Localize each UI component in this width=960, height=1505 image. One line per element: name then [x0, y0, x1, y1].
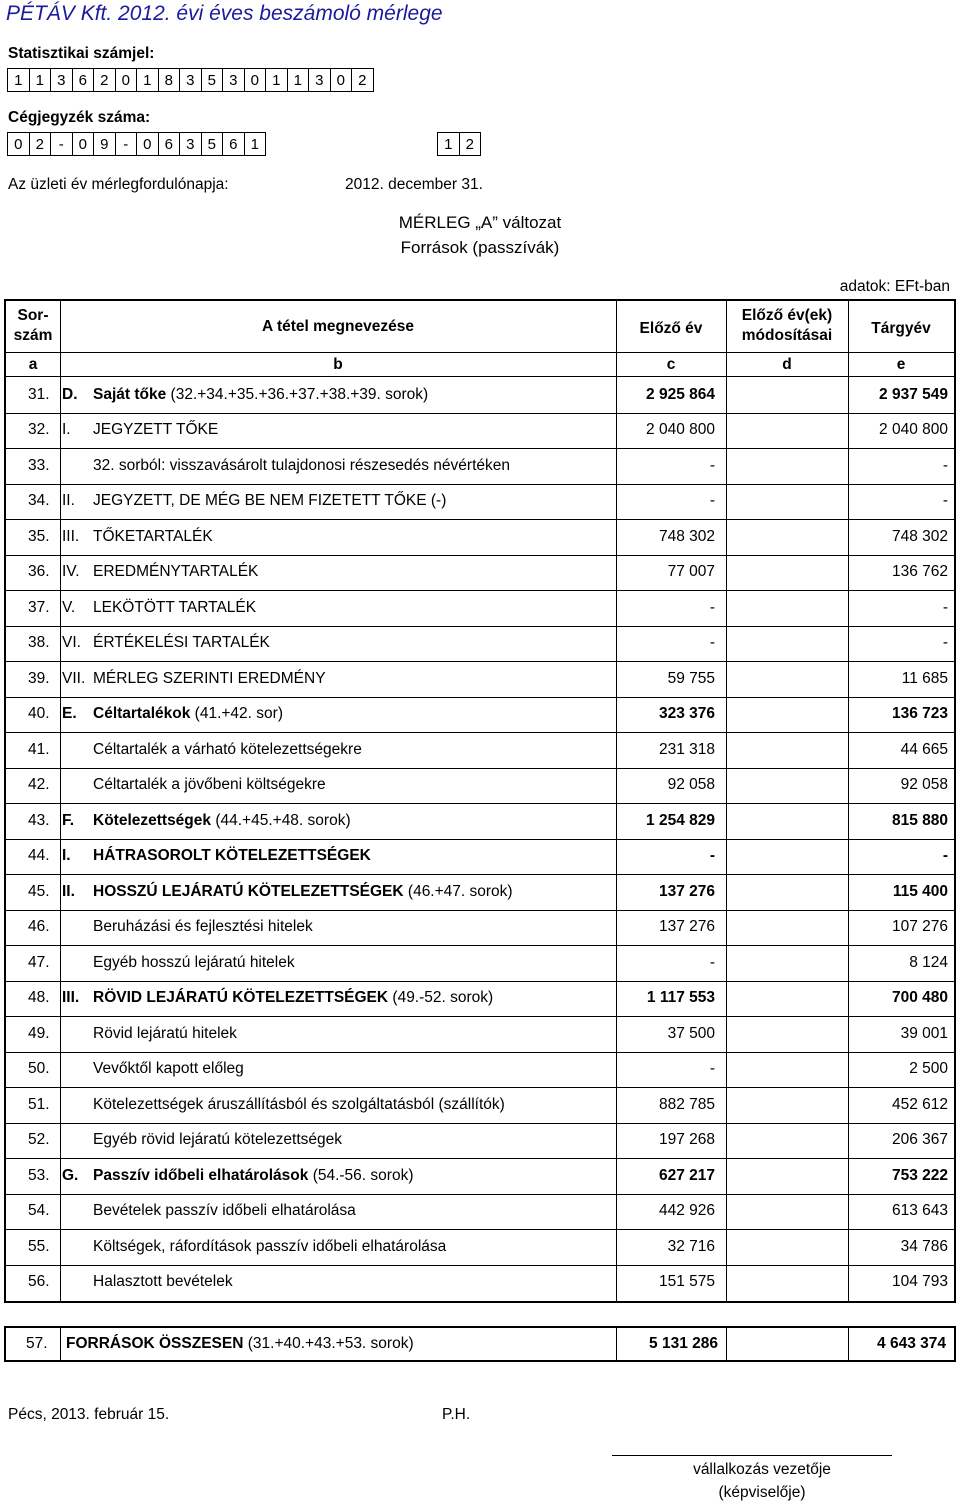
table-row: [6, 981, 954, 1017]
row-curr-value: -: [942, 634, 948, 652]
balance-sheet-table: [4, 299, 956, 1303]
row-label: Halasztott bevételek: [93, 1273, 233, 1291]
row-curr-value: 104 793: [891, 1273, 948, 1291]
row-number: 47.: [28, 953, 50, 971]
table-row: [6, 590, 954, 626]
row-label: JEGYZETT TŐKE: [93, 421, 219, 439]
row-curr-value: 2 500: [909, 1060, 948, 1078]
row-curr-value: 44 665: [900, 740, 948, 758]
table-row: [6, 448, 954, 484]
cegjegyzek-number-grid: [7, 132, 266, 156]
row-roman: III.: [62, 989, 80, 1007]
table-row: [6, 874, 954, 910]
stat-label: Statisztikai számjel:: [8, 45, 155, 62]
row-prev-value: 2 925 864: [646, 385, 715, 403]
row-label: Passzív időbeli elhatárolások (54.-56. sorok): [93, 1166, 414, 1184]
row-number: 53.: [28, 1166, 50, 1184]
row-prev-value: -: [709, 847, 715, 865]
row-number: 32.: [28, 421, 50, 439]
stat-digit-15: 0: [331, 69, 353, 92]
row-prev-value: 1 117 553: [646, 989, 715, 1007]
row-roman: IV.: [62, 563, 80, 581]
row-label: Rövid lejáratú hitelek: [93, 1024, 237, 1042]
units-label: adatok: EFt-ban: [839, 278, 950, 295]
cegjegyzek-digit-1: 2: [30, 133, 52, 156]
table-row: [6, 1052, 954, 1088]
table-row: [6, 732, 954, 768]
row-prev-value: 2 040 800: [646, 421, 715, 439]
row-prev-value: 92 058: [667, 776, 715, 794]
stat-number-grid: [7, 68, 374, 92]
cegjegyzek-digit-10: 6: [223, 133, 245, 156]
row-number: 49.: [28, 1024, 50, 1042]
row-curr-value: 8 124: [909, 953, 948, 971]
table-row: [6, 839, 954, 875]
row-curr-value: 2 937 549: [879, 385, 948, 403]
row-prev-value: 137 276: [658, 882, 715, 900]
row-number: 54.: [28, 1202, 50, 1220]
row-label: RÖVID LEJÁRATÚ KÖTELEZETTSÉGEK (49.-52. sorok): [93, 989, 494, 1007]
row-curr-value: 92 058: [900, 776, 948, 794]
row-number: 41.: [28, 740, 50, 758]
row-number: 35.: [28, 527, 50, 545]
col-header-mod: Előző év(ek) módosításai: [741, 307, 833, 344]
col-letter-a: a: [28, 356, 38, 373]
row-curr-value: 700 480: [891, 989, 948, 1007]
row-number: 56.: [28, 1273, 50, 1291]
row-curr-value: 452 612: [891, 1095, 948, 1113]
stat-digit-16: 2: [352, 69, 374, 92]
table-row: [6, 555, 954, 591]
cegjegyzek-digit-8: 3: [180, 133, 202, 156]
col-letter-e: e: [896, 356, 906, 373]
row-roman: I.: [62, 847, 71, 865]
row-roman: II.: [62, 492, 75, 510]
row-prev-value: 197 268: [658, 1131, 715, 1149]
row-label: Vevőktől kapott előleg: [93, 1060, 244, 1078]
row-prev-value: -: [709, 456, 715, 474]
row-number: 45.: [28, 882, 50, 900]
row-number: 37.: [28, 598, 50, 616]
row-number: 55.: [28, 1237, 50, 1255]
cegjegyzek-digit-5: -: [116, 133, 138, 156]
table-row: [6, 1123, 954, 1159]
row-number: 50.: [28, 1060, 50, 1078]
row-label: Saját tőke (32.+34.+35.+36.+37.+38.+39. sorok): [93, 385, 429, 403]
stat-digit-0: 1: [8, 69, 30, 92]
signatory-line-2: (képviselője): [718, 1484, 806, 1501]
row-number: 46.: [28, 918, 50, 936]
row-label: Kötelezettségek (44.+45.+48. sorok): [93, 811, 351, 829]
document-title: PÉTÁV Kft. 2012. évi éves beszámoló mérlege: [6, 2, 443, 25]
cegjegyzek-extra-grid: [437, 132, 481, 156]
row-prev-value: 323 376: [658, 705, 715, 723]
row-number: 33.: [28, 456, 50, 474]
row-label: Bevételek passzív időbeli elhatárolása: [93, 1202, 356, 1220]
row-prev-value: 748 302: [658, 527, 715, 545]
total-row: [4, 1326, 956, 1362]
col-letter-d: d: [782, 356, 792, 373]
row-number: 34.: [28, 492, 50, 510]
table-row: [6, 519, 954, 555]
col-header-prev: Előző év: [639, 320, 703, 337]
ph-stamp: P.H.: [442, 1406, 471, 1423]
row-label: Beruházási és fejlesztési hitelek: [93, 918, 313, 936]
row-roman: E.: [62, 705, 77, 723]
row-roman: VI.: [62, 634, 81, 652]
row-number: 39.: [28, 669, 50, 687]
stat-digit-2: 3: [51, 69, 73, 92]
row-curr-value: 748 302: [891, 527, 948, 545]
row-curr-value: 753 222: [891, 1166, 948, 1184]
cegjegyzek-digit-3: 0: [73, 133, 95, 156]
stat-digit-4: 2: [94, 69, 116, 92]
col-letter-b: b: [333, 356, 343, 373]
row-label: Egyéb hosszú lejáratú hitelek: [93, 953, 295, 971]
total-name: FORRÁSOK ÖSSZESEN (31.+40.+43.+53. sorok): [66, 1335, 414, 1352]
row-prev-value: 137 276: [658, 918, 715, 936]
fordulonap-value: 2012. december 31.: [345, 176, 483, 193]
merleg-title: MÉRLEG „A” változat: [398, 213, 562, 232]
row-roman: III.: [62, 527, 80, 545]
row-curr-value: -: [942, 492, 948, 510]
row-number: 52.: [28, 1131, 50, 1149]
stat-digit-12: 1: [266, 69, 288, 92]
row-label: ÉRTÉKELÉSI TARTALÉK: [93, 634, 270, 652]
table-row: [6, 803, 954, 839]
table-row: [6, 768, 954, 804]
row-curr-value: -: [942, 456, 948, 474]
stat-digit-9: 5: [202, 69, 224, 92]
stat-digit-14: 3: [309, 69, 331, 92]
stat-digit-3: 6: [73, 69, 95, 92]
row-curr-value: 115 400: [892, 882, 948, 900]
cegjegyzek-extra-digit-0: 1: [438, 133, 460, 156]
table-row: [6, 1265, 954, 1301]
row-roman: I.: [62, 421, 71, 439]
col-header-sorszam: Sor- szám: [13, 307, 53, 344]
row-prev-value: 627 217: [658, 1166, 715, 1184]
row-prev-value: 151 575: [658, 1273, 715, 1291]
cegjegyzek-digit-6: 0: [137, 133, 159, 156]
row-prev-value: 442 926: [658, 1202, 715, 1220]
row-prev-value: 882 785: [658, 1095, 715, 1113]
row-curr-value: 2 040 800: [879, 421, 948, 439]
merleg-subtitle: Források (passzívák): [400, 238, 560, 257]
row-label: Költségek, ráfordítások passzív időbeli elhatárolása: [93, 1237, 447, 1255]
stat-digit-6: 1: [137, 69, 159, 92]
row-number: 40.: [28, 705, 50, 723]
row-label: Kötelezettségek áruszállításból és szolgáltatásból (szállítók): [93, 1095, 505, 1113]
row-number: 48.: [28, 989, 50, 1007]
stat-digit-1: 1: [30, 69, 52, 92]
row-roman: V.: [62, 598, 76, 616]
table-row: [6, 910, 954, 946]
stat-digit-7: 8: [159, 69, 181, 92]
row-curr-value: 39 001: [900, 1024, 948, 1042]
cegjegyzek-digit-0: 0: [8, 133, 30, 156]
row-curr-value: 136 762: [891, 563, 948, 581]
table-row: [6, 1229, 954, 1265]
row-label: JEGYZETT, DE MÉG BE NEM FIZETETT TŐKE (-): [93, 492, 447, 510]
row-roman: G.: [62, 1166, 79, 1184]
row-label: Egyéb rövid lejáratú kötelezettségek: [93, 1131, 343, 1149]
row-prev-value: -: [709, 598, 715, 616]
signature-line: [612, 1455, 892, 1456]
row-roman: F.: [62, 811, 75, 829]
row-number: 51.: [28, 1095, 50, 1113]
cegjegyzek-digit-11: 1: [245, 133, 267, 156]
total-curr: 4 643 374: [877, 1335, 946, 1352]
row-label: Céltartalék a jövőbeni költségekre: [93, 776, 326, 794]
stat-digit-10: 3: [223, 69, 245, 92]
row-label: HÁTRASOROLT KÖTELEZETTSÉGEK: [93, 847, 371, 865]
stat-digit-8: 3: [180, 69, 202, 92]
row-label: Céltartalékok (41.+42. sor): [93, 705, 283, 723]
row-number: 36.: [28, 563, 50, 581]
cegjegyzek-label: Cégjegyzék száma:: [8, 109, 151, 126]
row-curr-value: 107 276: [891, 918, 948, 936]
cegjegyzek-digit-2: -: [51, 133, 73, 156]
col-header-curr: Tárgyév: [871, 320, 931, 337]
col-header-name: A tétel megnevezése: [262, 318, 414, 335]
row-label: HOSSZÚ LEJÁRATÚ KÖTELEZETTSÉGEK (46.+47. sorok): [93, 882, 513, 900]
row-label: LEKÖTÖTT TARTALÉK: [93, 598, 257, 616]
table-row: [6, 626, 954, 662]
cegjegyzek-digit-9: 5: [202, 133, 224, 156]
total-prev: 5 131 286: [649, 1335, 718, 1352]
row-label: EREDMÉNYTARTALÉK: [93, 563, 259, 581]
cegjegyzek-digit-4: 9: [94, 133, 116, 156]
table-row: [6, 945, 954, 981]
row-roman: VII.: [62, 669, 86, 687]
total-num: 57.: [26, 1335, 48, 1352]
table-row: [6, 413, 954, 449]
row-number: 43.: [28, 811, 50, 829]
row-number: 38.: [28, 634, 50, 652]
row-label: MÉRLEG SZERINTI EREDMÉNY: [93, 669, 326, 687]
row-curr-value: 34 786: [900, 1237, 948, 1255]
row-roman: II.: [62, 882, 75, 900]
col-letter-c: c: [666, 356, 676, 373]
row-prev-value: -: [709, 634, 715, 652]
row-number: 44.: [28, 847, 50, 865]
row-curr-value: -: [942, 598, 948, 616]
row-prev-value: 37 500: [667, 1024, 715, 1042]
table-row: [6, 661, 954, 697]
row-prev-value: 59 755: [667, 669, 715, 687]
row-curr-value: -: [942, 847, 948, 865]
place-date: Pécs, 2013. február 15.: [8, 1406, 170, 1423]
row-number: 31.: [28, 385, 50, 403]
row-label: Céltartalék a várható kötelezettségekre: [93, 740, 362, 758]
table-row: [6, 1016, 954, 1052]
row-curr-value: 11 685: [901, 669, 948, 687]
row-curr-value: 136 723: [891, 705, 948, 723]
table-row: [6, 484, 954, 520]
row-prev-value: 32 716: [667, 1237, 715, 1255]
stat-digit-11: 0: [245, 69, 267, 92]
table-row: [6, 377, 954, 413]
stat-digit-13: 1: [288, 69, 310, 92]
row-prev-value: -: [709, 1060, 715, 1078]
row-label: TŐKETARTALÉK: [93, 527, 213, 545]
stat-digit-5: 0: [116, 69, 138, 92]
cegjegyzek-extra-digit-1: 2: [460, 133, 482, 156]
row-curr-value: 613 643: [891, 1202, 948, 1220]
cegjegyzek-digit-7: 6: [159, 133, 181, 156]
row-roman: D.: [62, 385, 78, 403]
row-prev-value: 77 007: [667, 563, 715, 581]
table-row: [6, 1087, 954, 1123]
table-row: [6, 697, 954, 733]
row-prev-value: -: [709, 953, 715, 971]
fordulonap-label: Az üzleti év mérlegfordulónapja:: [8, 176, 229, 193]
row-label: 32. sorból: visszavásárolt tulajdonosi részesedés névértéken: [93, 456, 511, 474]
table-row: [6, 1194, 954, 1230]
row-curr-value: 815 880: [891, 811, 948, 829]
table-row: [6, 1158, 954, 1194]
row-number: 42.: [28, 776, 50, 794]
row-prev-value: 1 254 829: [646, 811, 715, 829]
row-prev-value: -: [709, 492, 715, 510]
row-curr-value: 206 367: [891, 1131, 948, 1149]
row-prev-value: 231 318: [658, 740, 715, 758]
signatory-line-1: vállalkozás vezetője: [693, 1461, 831, 1478]
